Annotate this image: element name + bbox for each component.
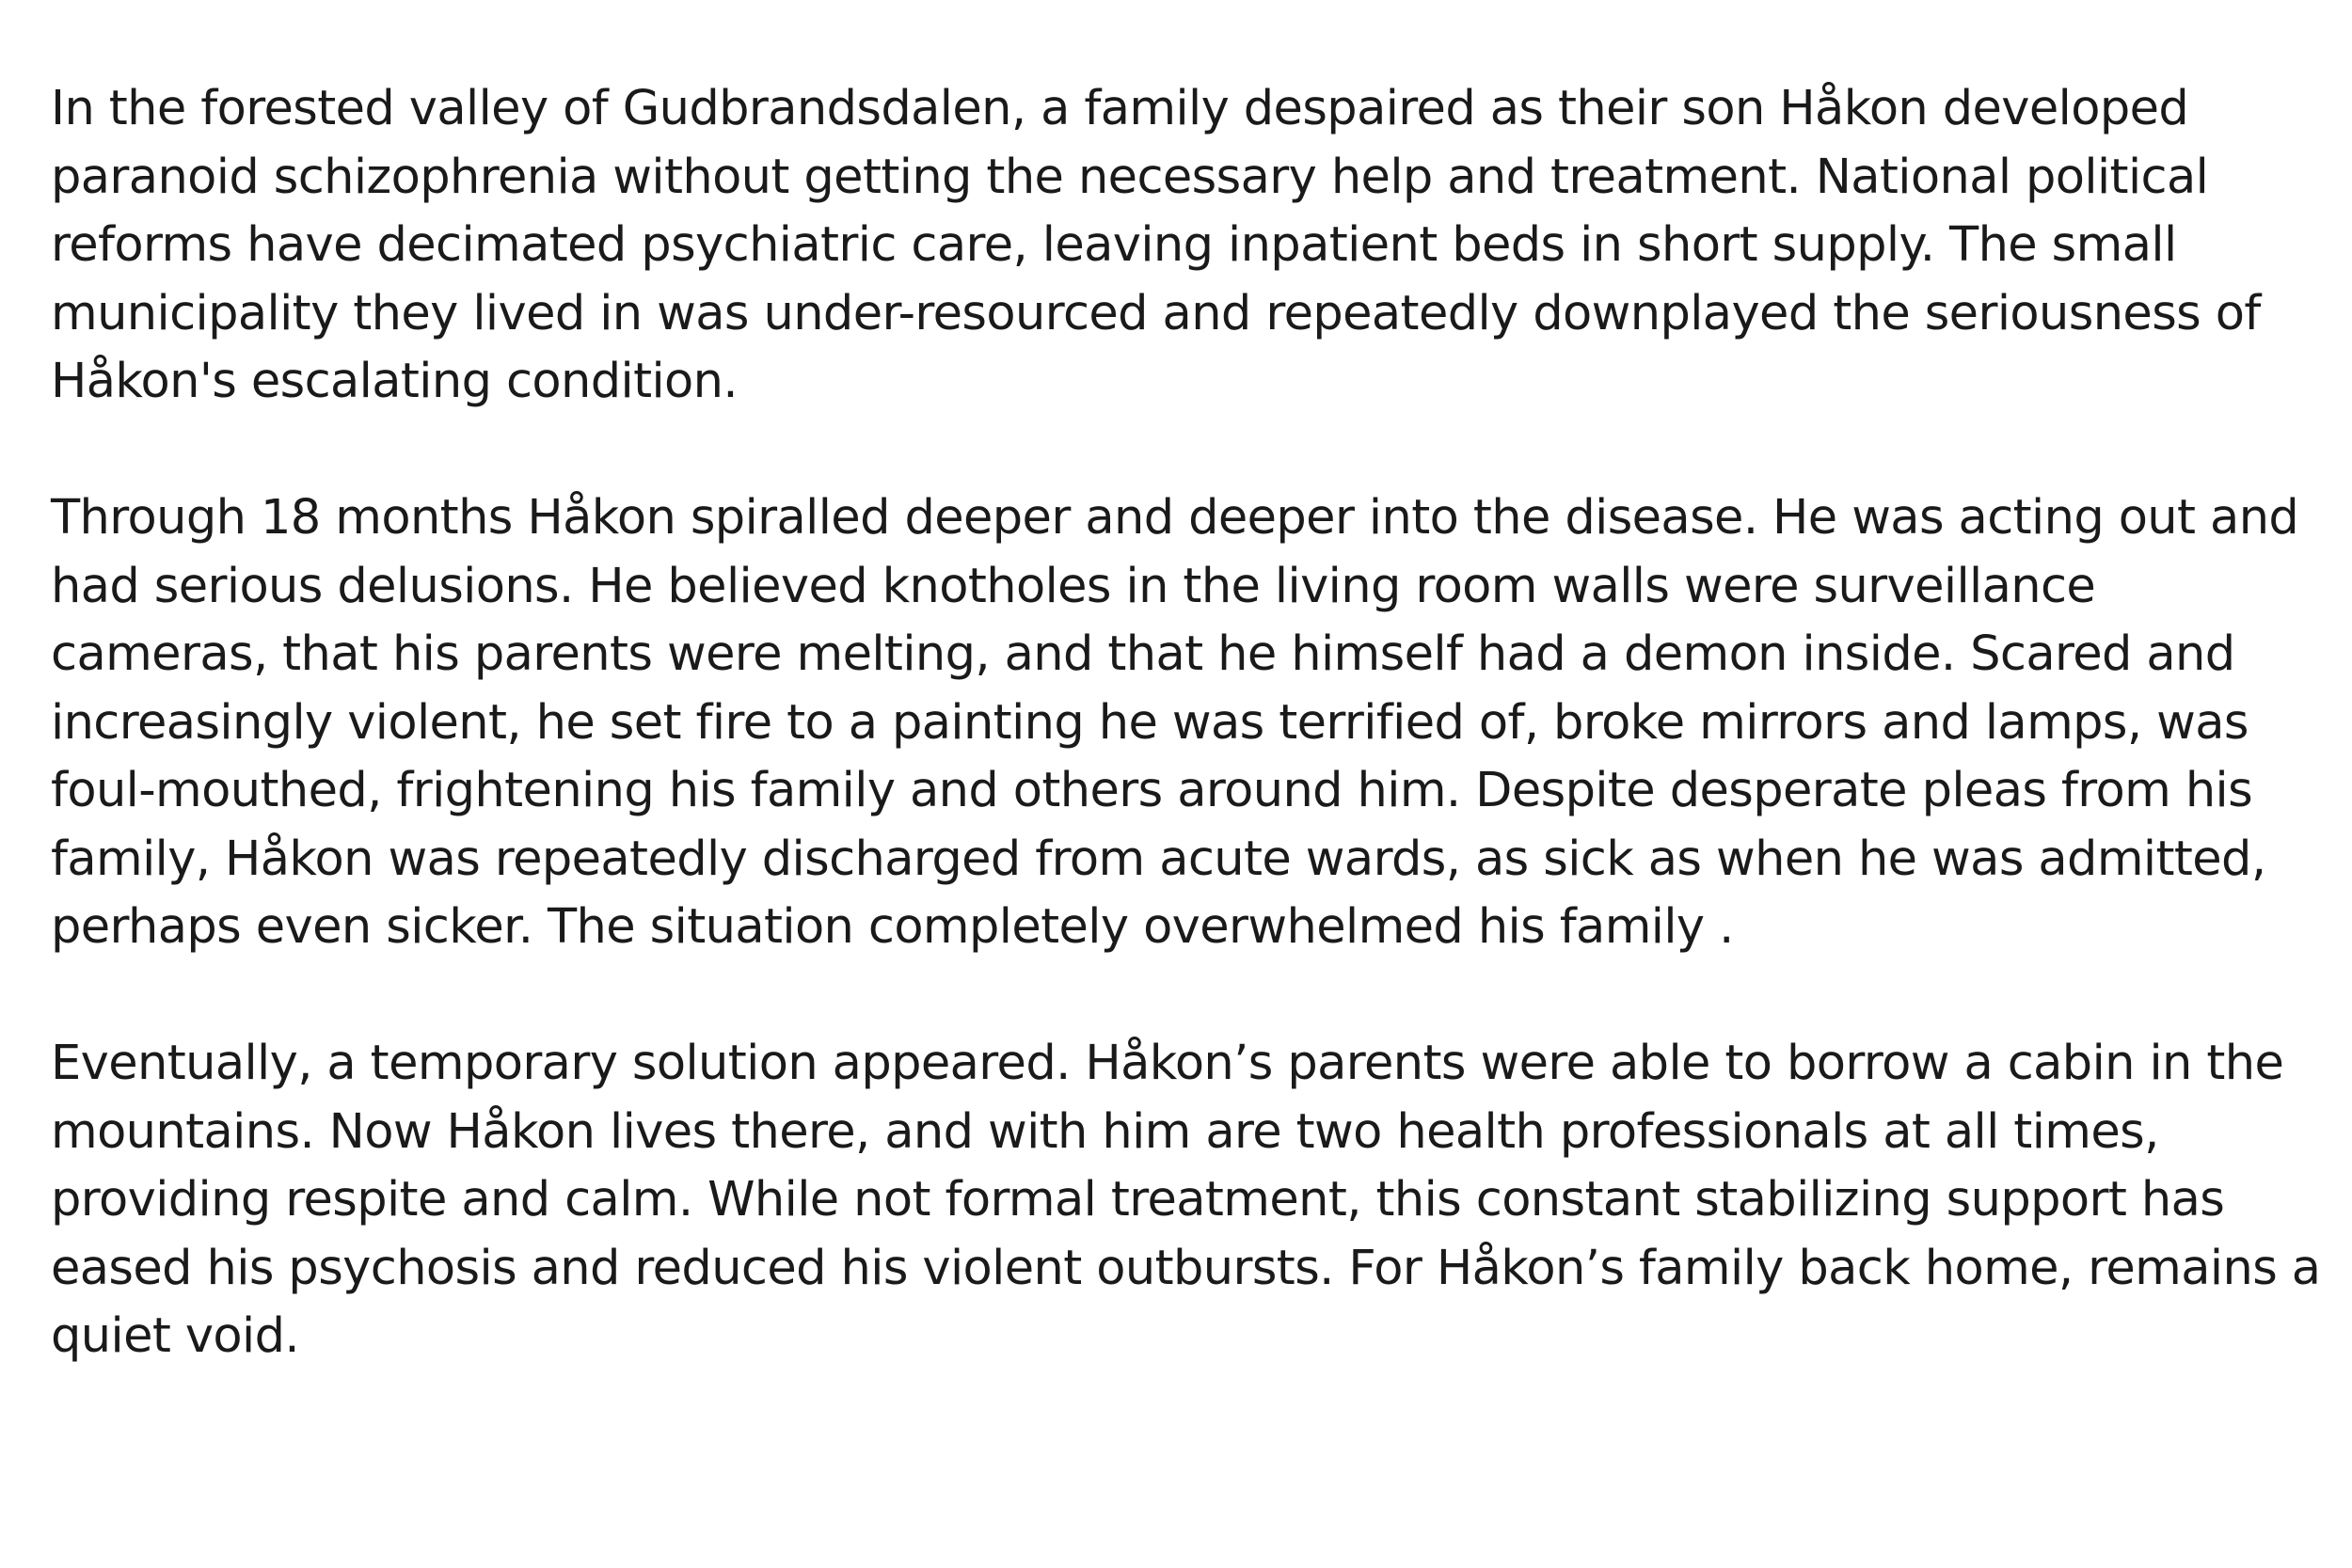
text-line: had serious delusions. He believed knotholes in the living room walls were surveillance <box>51 558 2096 614</box>
text-line: Through 18 months Håkon spiralled deeper and deeper into the disease. He was acting out and <box>51 490 2299 546</box>
text-line: cameras, that his parents were melting, and that he himself had a demon inside. Scared and <box>51 626 2235 682</box>
text-line: perhaps even sicker. The situation completely overwhelmed his family . <box>51 899 1734 955</box>
text-line: quiet void. <box>51 1308 299 1364</box>
text-line: foul-mouthed, frightening his family and others around him. Despite desperate pleas from his <box>51 763 2253 818</box>
text-line: mountains. Now Håkon lives there, and with him are two health professionals at all times, <box>51 1103 2159 1160</box>
text-line: Håkon's escalating condition. <box>51 354 738 409</box>
text-line: Eventually, a temporary solution appeared. Håkon’s parents were able to borrow a cabin in the <box>51 1036 2284 1091</box>
text-line: municipality they lived in was under-resourced and repeatedly downplayed the seriousness of <box>51 285 2261 341</box>
text-line: increasingly violent, he set fire to a painting he was terrified of, broke mirrors and lamps, was <box>51 694 2249 751</box>
text-line: reforms have decimated psychiatric care, leaving inpatient beds in short supply. The small <box>51 217 2177 273</box>
paragraph-1 <box>51 75 2328 417</box>
text-line: providing respite and calm. While not formal treatment, this constant stabilizing support has <box>51 1172 2225 1227</box>
text-line: family, Håkon was repeatedly discharged from acute wards, as sick as when he was admitted, <box>51 831 2266 887</box>
document-body <box>51 75 2328 1439</box>
text-line: paranoid schizophrenia without getting the necessary help and treatment. National political <box>51 149 2209 205</box>
paragraph-2 <box>51 484 2328 962</box>
paragraph-3 <box>51 1030 2328 1371</box>
text-line: In the forested valley of Gudbrandsdalen, a family despaired as their son Håkon developed <box>51 81 2189 136</box>
text-line: eased his psychosis and reduced his violent outbursts. For Håkon’s family back home, remains a <box>51 1240 2321 1296</box>
